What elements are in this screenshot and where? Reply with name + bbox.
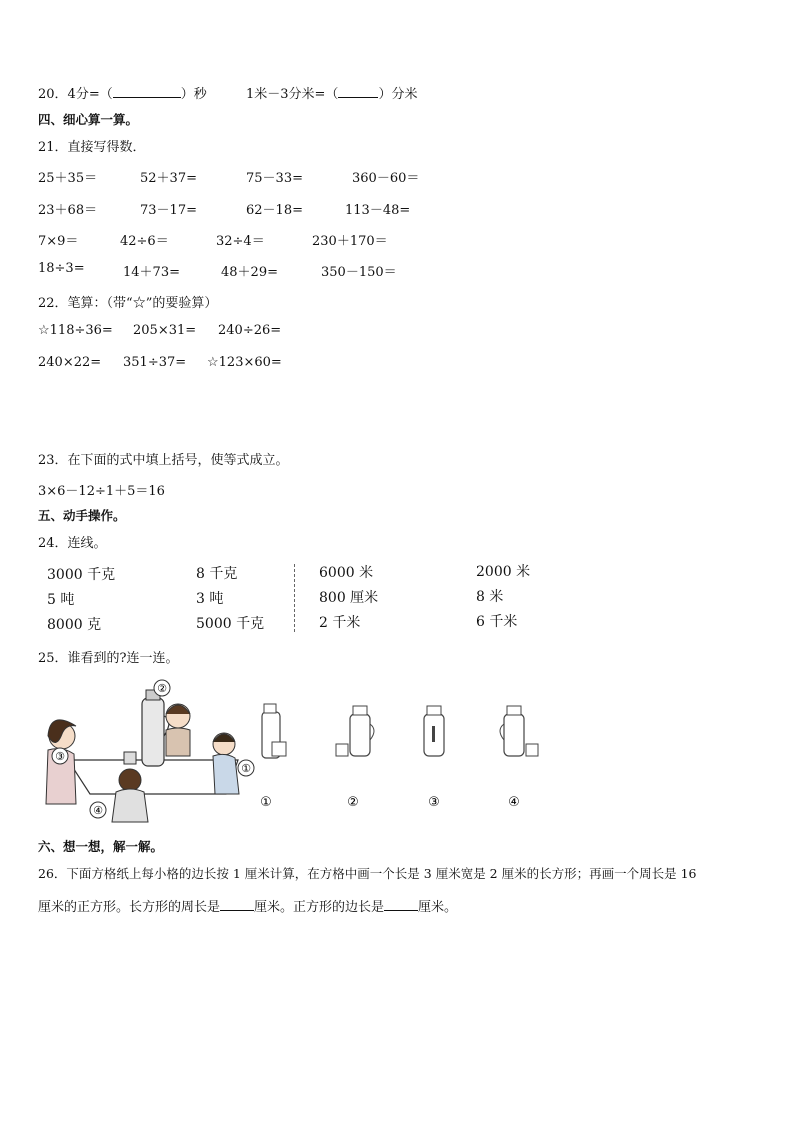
q22-cell: ☆123×60= — [207, 355, 282, 370]
q21-cell: 25＋35＝ — [38, 171, 98, 186]
cup-icon — [124, 752, 136, 764]
q21-cell: 7×9＝ — [38, 234, 79, 249]
q21-cell: 62－18= — [246, 203, 303, 218]
view-option-label: ① — [260, 795, 272, 810]
q21-cell: 75－33= — [246, 171, 303, 186]
thermos-icon — [142, 690, 169, 766]
q22-cell: 240×22= — [38, 355, 102, 370]
q25-scene-illustration — [38, 676, 268, 826]
q24-item-left1[interactable]: 8000 克 — [47, 617, 102, 633]
q25-title: 25．谁看到的?连一连。 — [38, 651, 179, 666]
q24-item-left1[interactable]: 5 吨 — [47, 592, 75, 608]
q26-text-b: 厘米。正方形的边长是 — [254, 900, 385, 915]
section-5-heading: 五、动手操作。 — [38, 508, 126, 523]
child-1-figure — [213, 733, 239, 794]
q22-cell: ☆118÷36= — [38, 323, 113, 338]
q21-cell: 360－60＝ — [352, 171, 420, 186]
scene-label: ④ — [93, 804, 103, 817]
q26-text-c: 厘米。 — [418, 900, 458, 915]
q26-line-2 — [38, 896, 457, 915]
q22-cell: 240÷26= — [218, 323, 282, 338]
view-option-4[interactable] — [500, 706, 538, 810]
q24-item-right2[interactable]: 6 千米 — [476, 614, 518, 630]
q24-item-right1[interactable]: 6000 米 — [319, 565, 374, 581]
q20-line — [38, 83, 207, 102]
view-option-3[interactable] — [424, 706, 444, 810]
q21-cell: 73－17= — [140, 203, 197, 218]
scene-label: ③ — [55, 750, 65, 763]
q22-title: 22．笔算：（带“☆”的要验算） — [38, 296, 218, 311]
q26-line-1: 26．下面方格纸上每小格的边长按 1 厘米计算，在方格中画一个长是 3 厘米宽是 2 厘米的长方形；再画一个周长是 16 — [38, 866, 697, 881]
q24-item-right2[interactable]: 2000 米 — [476, 564, 531, 580]
q24-title: 24．连线。 — [38, 536, 107, 551]
scene-label: ① — [241, 762, 251, 775]
q21-cell: 350－150＝ — [321, 265, 397, 280]
q25-view-options — [246, 696, 546, 820]
q21-cell: 18÷3= — [38, 261, 85, 276]
section-4-heading: 四、细心算一算。 — [38, 112, 139, 127]
q21-cell: 32÷4＝ — [216, 234, 265, 249]
q21-cell: 230＋170＝ — [312, 234, 388, 249]
view-option-label: ② — [347, 795, 359, 810]
q23-title: 23．在下面的式中填上括号，使等式成立。 — [38, 453, 289, 468]
q26-square-side-blank[interactable] — [384, 898, 418, 911]
q21-title: 21．直接写得数． — [38, 140, 146, 155]
q24-item-right1[interactable]: 2 千米 — [319, 615, 361, 631]
view-option-2[interactable] — [336, 706, 374, 810]
q22-cell: 351÷37= — [123, 355, 187, 370]
view-option-label: ④ — [508, 795, 520, 810]
q21-cell: 14＋73= — [123, 265, 180, 280]
q20-a-prefix: 20．4分=（ — [38, 87, 113, 102]
q24-item-left2[interactable]: 8 千克 — [196, 566, 238, 582]
q24-divider — [294, 564, 295, 632]
q20-b-prefix: 1米－3分米=（ — [246, 87, 339, 102]
q26-rect-perimeter-blank[interactable] — [220, 898, 254, 911]
q20-a-blank[interactable] — [113, 85, 181, 98]
q21-cell: 48＋29= — [221, 265, 278, 280]
q24-item-left2[interactable]: 3 吨 — [196, 591, 224, 607]
q24-item-right1[interactable]: 800 厘米 — [319, 590, 379, 606]
view-option-1[interactable] — [260, 704, 286, 810]
q26-text-a: 厘米的正方形。长方形的周长是 — [38, 900, 221, 915]
q24-item-left1[interactable]: 3000 千克 — [47, 567, 116, 583]
child-2-figure — [166, 704, 190, 756]
q20-b-blank[interactable] — [338, 85, 378, 98]
q21-cell: 42÷6＝ — [120, 234, 169, 249]
child-4-figure — [112, 769, 148, 822]
scene-label: ② — [157, 682, 167, 695]
q21-cell: 113－48= — [345, 203, 411, 218]
q21-cell: 23＋68＝ — [38, 203, 98, 218]
q24-item-left2[interactable]: 5000 千克 — [196, 616, 265, 632]
q23-expression: 3×6－12÷1＋5＝16 — [38, 484, 165, 499]
section-6-heading: 六、想一想，解一解。 — [38, 839, 164, 854]
view-option-label: ③ — [428, 795, 440, 810]
q20-b-line — [246, 83, 417, 102]
q20-b-suffix: ）分米 — [378, 87, 418, 102]
q20-a-suffix: ）秒 — [180, 87, 207, 102]
q22-cell: 205×31= — [133, 323, 197, 338]
q21-cell: 52＋37= — [140, 171, 197, 186]
q24-item-right2[interactable]: 8 米 — [476, 589, 504, 605]
